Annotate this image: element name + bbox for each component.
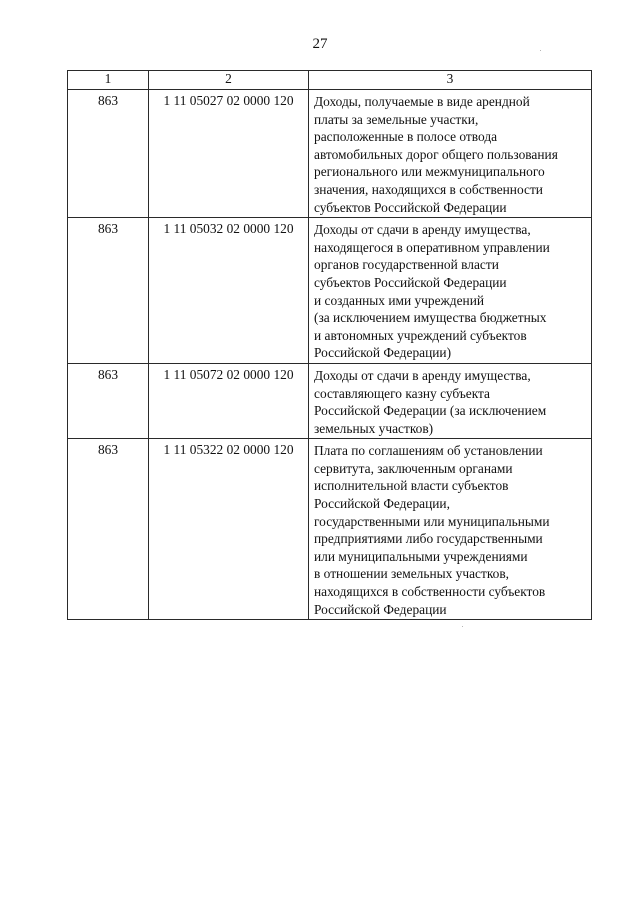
admin-code-cell: 863 [68, 439, 149, 620]
description-line: находящегося в оперативном управлении [314, 239, 550, 255]
description-line: государственными или муниципальными [314, 513, 550, 529]
description-line: Плата по соглашениям об установлении [314, 443, 543, 459]
description-line: значения, находящихся в собственности [314, 181, 543, 197]
description-line: органов государственной власти [314, 257, 499, 273]
description-line: находящихся в собственности субъектов [314, 584, 546, 600]
description-line: составляющего казну субъекта [314, 385, 490, 401]
kbk-code-cell: 1 11 05322 02 0000 120 [149, 439, 309, 620]
revenue-codes-table [67, 70, 592, 620]
description-line: Российской Федерации) [314, 345, 452, 361]
description-line: платы за земельные участки, [314, 111, 479, 127]
scan-speck [462, 626, 463, 627]
description-cell [309, 218, 592, 364]
description-line: автомобильных дорог общего пользования [314, 146, 558, 162]
description-line: предприятиями либо государственными [314, 531, 543, 547]
description-line: расположенные в полосе отвода [314, 129, 498, 145]
description-line: и автономных учреждений субъектов [314, 327, 527, 343]
admin-code-cell: 863 [68, 363, 149, 438]
description-cell [309, 363, 592, 438]
description-line: сервитута, заключенным органами [314, 460, 513, 476]
description-line: субъектов Российской Федерации [314, 274, 507, 290]
description-line: Доходы, получаемые в виде арендной [314, 94, 530, 109]
description-line: регионального или межмуниципального [314, 164, 545, 180]
description-line: Доходы от сдачи в аренду имущества, [314, 367, 531, 383]
description-line: Российской Федерации, [314, 496, 450, 512]
admin-code-cell: 863 [68, 90, 149, 218]
scan-speck [540, 50, 541, 51]
description-cell [309, 90, 592, 218]
table-row [68, 439, 592, 620]
description-line: Российской Федерации [314, 601, 447, 617]
table-header-row [68, 71, 592, 90]
page-number: 27 [312, 36, 328, 52]
description-line: земельных участков) [314, 420, 434, 436]
description-line: исполнительной власти субъектов [314, 478, 509, 494]
table-row [68, 90, 592, 218]
description-line: Российской Федерации (за исключением [314, 403, 547, 419]
kbk-code-cell: 1 11 05032 02 0000 120 [149, 218, 309, 364]
admin-code-cell: 863 [68, 218, 149, 364]
description-line: Доходы от сдачи в аренду имущества, [314, 222, 531, 238]
column-header: 2 [149, 71, 309, 90]
description-cell [309, 439, 592, 620]
kbk-code-cell: 1 11 05027 02 0000 120 [149, 90, 309, 218]
description-line: субъектов Российской Федерации [314, 199, 507, 215]
column-header: 3 [309, 71, 592, 90]
description-line: (за исключением имущества бюджетных [314, 310, 547, 326]
description-line: в отношении земельных участков, [314, 566, 510, 582]
kbk-code-cell: 1 11 05072 02 0000 120 [149, 363, 309, 438]
column-header: 1 [68, 71, 149, 90]
description-line: или муниципальными учреждениями [314, 548, 528, 564]
table-row [68, 218, 592, 364]
description-line: и созданных ими учреждений [314, 292, 485, 308]
table-row [68, 363, 592, 438]
